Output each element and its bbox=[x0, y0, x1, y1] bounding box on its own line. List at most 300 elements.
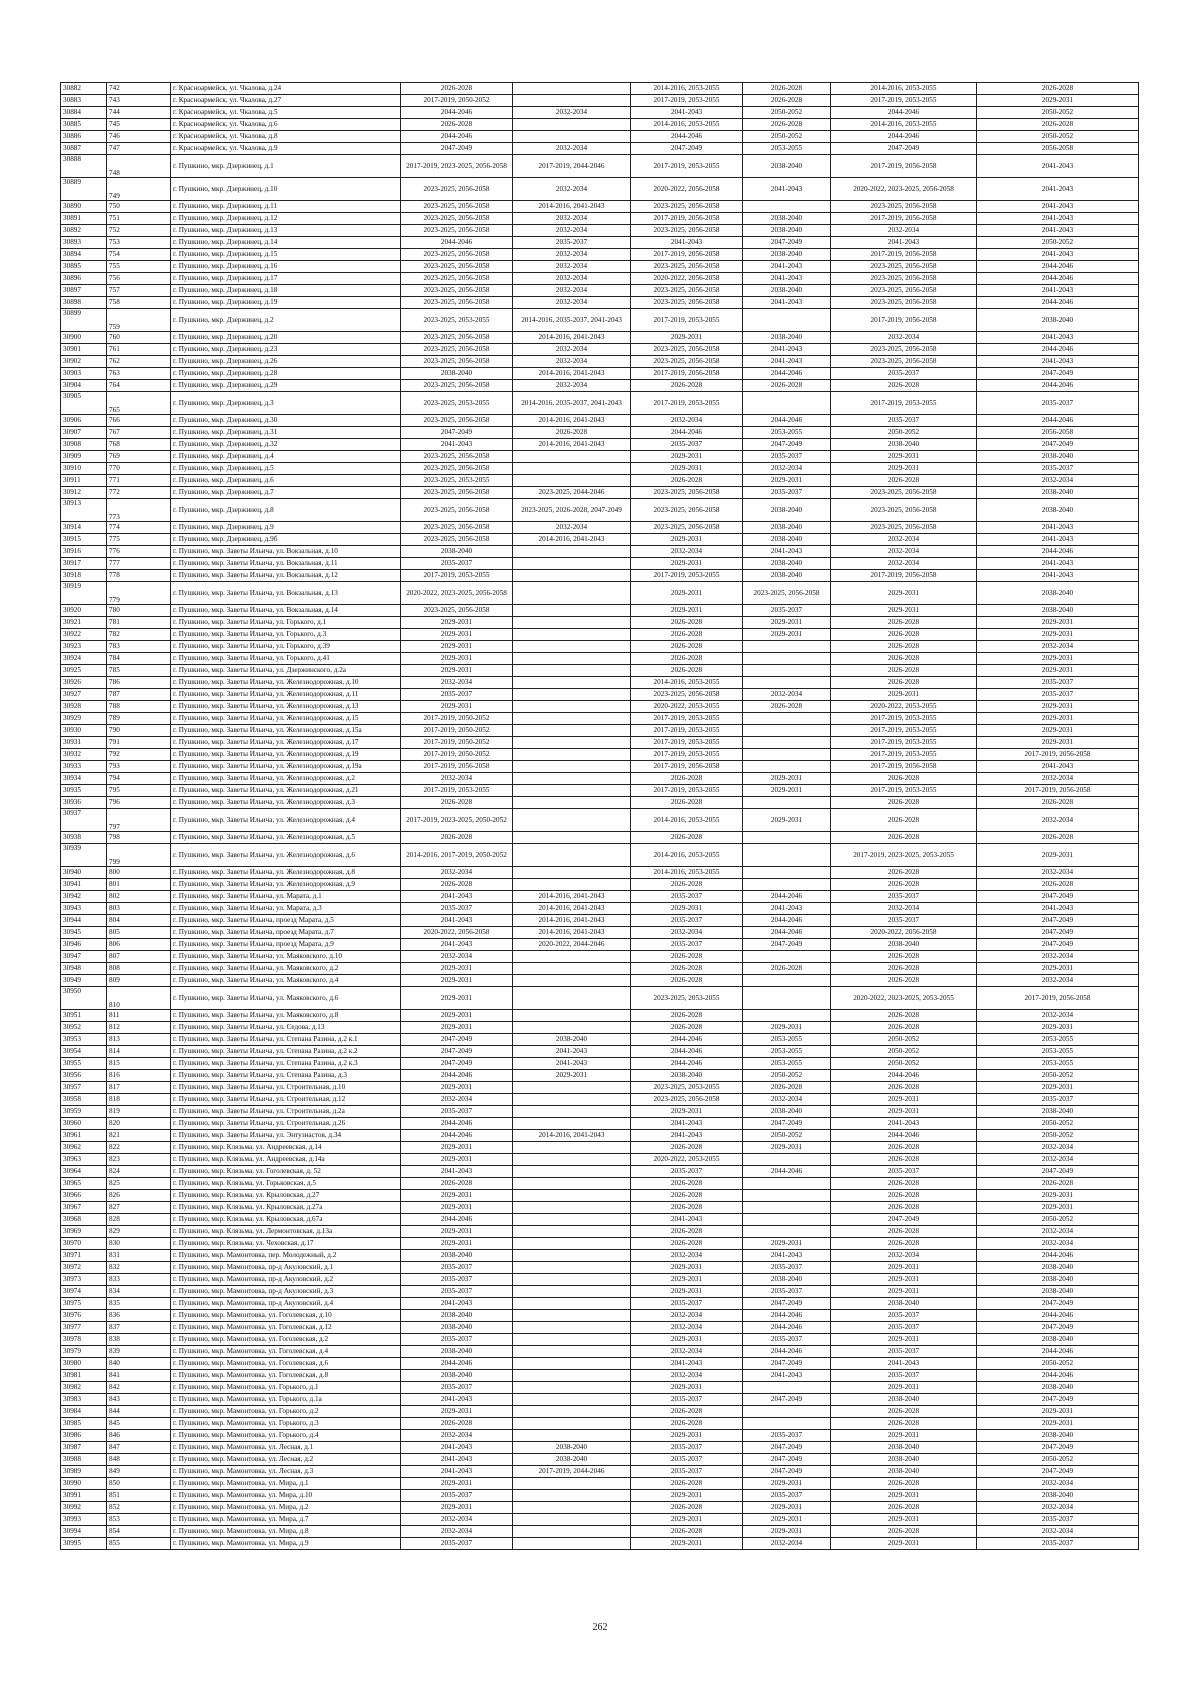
cell-c5: 2029-2031 bbox=[831, 1538, 977, 1550]
cell-c1: 2038-2040 bbox=[401, 1310, 513, 1322]
cell-c4: 2038-2040 bbox=[743, 1106, 831, 1118]
cell-c5: 2026-2028 bbox=[831, 1406, 977, 1418]
cell-c6: 2047-2049 bbox=[977, 927, 1139, 939]
cell-c3: 2041-2043 bbox=[631, 1130, 743, 1142]
cell-c5: 2032-2034 bbox=[831, 546, 977, 558]
cell-n: 821 bbox=[107, 1130, 171, 1142]
cell-c2 bbox=[513, 1226, 631, 1238]
cell-id: 30908 bbox=[61, 439, 107, 451]
cell-c6: 2032-2034 bbox=[977, 1478, 1139, 1490]
table-row bbox=[61, 392, 1139, 415]
cell-c4: 2026-2028 bbox=[743, 701, 831, 713]
cell-c1: 2029-2031 bbox=[401, 629, 513, 641]
cell-c1: 2029-2031 bbox=[401, 975, 513, 987]
cell-addr: г. Пушкино, мкр. Мамонтовка, пер. Молодежный, д.2 bbox=[171, 1250, 401, 1262]
cell-c4: 2047-2049 bbox=[743, 1466, 831, 1478]
cell-c1: 2044-2046 bbox=[401, 131, 513, 143]
cell-c2 bbox=[513, 451, 631, 463]
cell-c5: 2023-2025, 2056-2058 bbox=[831, 487, 977, 499]
cell-c3: 2029-2031 bbox=[631, 1274, 743, 1286]
cell-c3: 2029-2031 bbox=[631, 451, 743, 463]
cell-c2 bbox=[513, 1286, 631, 1298]
cell-id: 30893 bbox=[61, 237, 107, 249]
cell-id: 30949 bbox=[61, 975, 107, 987]
cell-c2 bbox=[513, 1478, 631, 1490]
cell-c4: 2035-2037 bbox=[743, 1334, 831, 1346]
cell-c5: 2029-2031 bbox=[831, 1274, 977, 1286]
cell-c4 bbox=[743, 844, 831, 867]
cell-c2 bbox=[513, 1082, 631, 1094]
cell-c6: 2047-2049 bbox=[977, 368, 1139, 380]
cell-c6: 2032-2034 bbox=[977, 867, 1139, 879]
cell-c1: 2029-2031 bbox=[401, 1010, 513, 1022]
cell-c5: 2050-2052 bbox=[831, 1058, 977, 1070]
cell-c1: 2023-2025, 2056-2058 bbox=[401, 213, 513, 225]
table-row bbox=[61, 546, 1139, 558]
cell-addr: г. Пушкино, мкр. Мамонтовка, ул. Мира, д.10 bbox=[171, 1490, 401, 1502]
cell-c6: 2041-2043 bbox=[977, 225, 1139, 237]
cell-addr: г. Красноармейск, ул. Чкалова, д.9 bbox=[171, 143, 401, 155]
cell-c1: 2017-2019, 2023-2025, 2050-2052 bbox=[401, 809, 513, 832]
cell-c4: 2038-2040 bbox=[743, 558, 831, 570]
cell-id: 30904 bbox=[61, 380, 107, 392]
cell-n: 783 bbox=[107, 641, 171, 653]
cell-c6: 2050-2052 bbox=[977, 1130, 1139, 1142]
cell-c4: 2041-2043 bbox=[743, 903, 831, 915]
cell-c6: 2044-2046 bbox=[977, 1346, 1139, 1358]
cell-c3: 2023-2025, 2056-2058 bbox=[631, 356, 743, 368]
cell-n: 822 bbox=[107, 1142, 171, 1154]
cell-id: 30885 bbox=[61, 119, 107, 131]
cell-c5: 2023-2025, 2056-2058 bbox=[831, 522, 977, 534]
cell-id: 30894 bbox=[61, 249, 107, 261]
cell-c4: 2038-2040 bbox=[743, 332, 831, 344]
table-row bbox=[61, 534, 1139, 546]
cell-c5: 2029-2031 bbox=[831, 1514, 977, 1526]
cell-c4: 2044-2046 bbox=[743, 1322, 831, 1334]
cell-c1: 2029-2031 bbox=[401, 1406, 513, 1418]
cell-n: 837 bbox=[107, 1322, 171, 1334]
cell-c3: 2041-2043 bbox=[631, 1214, 743, 1226]
table-row bbox=[61, 677, 1139, 689]
cell-n: 799 bbox=[107, 844, 171, 867]
cell-c3: 2035-2037 bbox=[631, 915, 743, 927]
cell-c5: 2026-2028 bbox=[831, 475, 977, 487]
table-row bbox=[61, 785, 1139, 797]
cell-addr: г. Пушкино, мкр. Дзержинец, д.8 bbox=[171, 499, 401, 522]
table-row bbox=[61, 1010, 1139, 1022]
cell-id: 30966 bbox=[61, 1190, 107, 1202]
cell-c6: 2032-2034 bbox=[977, 975, 1139, 987]
cell-n: 796 bbox=[107, 797, 171, 809]
cell-id: 30942 bbox=[61, 891, 107, 903]
cell-c4: 2029-2031 bbox=[743, 475, 831, 487]
cell-addr: г. Пушкино, мкр. Заветы Ильича, ул. Железнодорожная, д.9 bbox=[171, 879, 401, 891]
cell-id: 30925 bbox=[61, 665, 107, 677]
cell-c4: 2044-2046 bbox=[743, 415, 831, 427]
cell-c1: 2038-2040 bbox=[401, 1346, 513, 1358]
cell-c5: 2014-2016, 2053-2055 bbox=[831, 83, 977, 95]
cell-c2 bbox=[513, 725, 631, 737]
cell-n: 851 bbox=[107, 1490, 171, 1502]
cell-id: 30916 bbox=[61, 546, 107, 558]
cell-addr: г. Пушкино, мкр. Дзержинец, д.6 bbox=[171, 475, 401, 487]
cell-id: 30932 bbox=[61, 749, 107, 761]
cell-addr: г. Пушкино, мкр. Клязьма, ул. Андреевская, д.14а bbox=[171, 1154, 401, 1166]
cell-c1: 2035-2037 bbox=[401, 1106, 513, 1118]
cell-c5: 2026-2028 bbox=[831, 951, 977, 963]
cell-addr: г. Пушкино, мкр. Заветы Ильича, ул. Маяковского, д.4 bbox=[171, 975, 401, 987]
cell-c4 bbox=[743, 975, 831, 987]
cell-id: 30917 bbox=[61, 558, 107, 570]
table-row bbox=[61, 1214, 1139, 1226]
cell-c4: 2023-2025, 2056-2058 bbox=[743, 582, 831, 605]
cell-c3: 2035-2037 bbox=[631, 1394, 743, 1406]
cell-addr: г. Пушкино, мкр. Дзержинец, д.1 bbox=[171, 155, 401, 178]
cell-c6: 2041-2043 bbox=[977, 178, 1139, 201]
table-row bbox=[61, 1346, 1139, 1358]
cell-c5: 2029-2031 bbox=[831, 1286, 977, 1298]
cell-id: 30945 bbox=[61, 927, 107, 939]
cell-c3: 2026-2028 bbox=[631, 475, 743, 487]
cell-n: 798 bbox=[107, 832, 171, 844]
cell-c5: 2026-2028 bbox=[831, 1238, 977, 1250]
cell-n: 817 bbox=[107, 1082, 171, 1094]
cell-c2 bbox=[513, 1538, 631, 1550]
cell-c5: 2026-2028 bbox=[831, 1190, 977, 1202]
cell-c2 bbox=[513, 761, 631, 773]
table-row bbox=[61, 1226, 1139, 1238]
cell-c3: 2014-2016, 2053-2055 bbox=[631, 119, 743, 131]
cell-c2 bbox=[513, 617, 631, 629]
cell-c1: 2029-2031 bbox=[401, 617, 513, 629]
cell-c6: 2041-2043 bbox=[977, 903, 1139, 915]
table-row bbox=[61, 1070, 1139, 1082]
cell-addr: г. Пушкино, мкр. Дзержинец, д.31 bbox=[171, 427, 401, 439]
cell-c4: 2044-2046 bbox=[743, 1346, 831, 1358]
table-row bbox=[61, 1430, 1139, 1442]
cell-c2 bbox=[513, 546, 631, 558]
table-row bbox=[61, 297, 1139, 309]
table-row bbox=[61, 332, 1139, 344]
cell-c6: 2050-2052 bbox=[977, 1358, 1139, 1370]
cell-c6: 2032-2034 bbox=[977, 1154, 1139, 1166]
cell-n: 780 bbox=[107, 605, 171, 617]
cell-n: 795 bbox=[107, 785, 171, 797]
table-row bbox=[61, 641, 1139, 653]
cell-c4 bbox=[743, 1406, 831, 1418]
cell-c5: 2029-2031 bbox=[831, 605, 977, 617]
cell-addr: г. Пушкино, мкр. Заветы Ильича, ул. Горького, д.41 bbox=[171, 653, 401, 665]
cell-c4: 2035-2037 bbox=[743, 605, 831, 617]
cell-c6: 2029-2031 bbox=[977, 1202, 1139, 1214]
cell-c6: 2041-2043 bbox=[977, 155, 1139, 178]
cell-c3: 2035-2037 bbox=[631, 891, 743, 903]
cell-n: 811 bbox=[107, 1010, 171, 1022]
cell-n: 840 bbox=[107, 1358, 171, 1370]
cell-c4: 2053-2055 bbox=[743, 1034, 831, 1046]
cell-c6: 2035-2037 bbox=[977, 463, 1139, 475]
cell-c5: 2035-2037 bbox=[831, 1370, 977, 1382]
cell-c3: 2029-2031 bbox=[631, 903, 743, 915]
cell-c6: 2038-2040 bbox=[977, 1382, 1139, 1394]
cell-c5: 2017-2019, 2053-2055 bbox=[831, 95, 977, 107]
cell-n: 834 bbox=[107, 1286, 171, 1298]
cell-n: 792 bbox=[107, 749, 171, 761]
cell-c1: 2020-2022, 2023-2025, 2056-2058 bbox=[401, 582, 513, 605]
cell-addr: г. Пушкино, мкр. Мамонтовка, ул. Лесная, д.1 bbox=[171, 1442, 401, 1454]
cell-id: 30989 bbox=[61, 1466, 107, 1478]
cell-addr: г. Пушкино, мкр. Заветы Ильича, проезд Марата, д.7 bbox=[171, 927, 401, 939]
cell-c4: 2047-2049 bbox=[743, 1358, 831, 1370]
cell-id: 30983 bbox=[61, 1394, 107, 1406]
cell-c5: 2032-2034 bbox=[831, 225, 977, 237]
cell-c5: 2017-2019, 2053-2055 bbox=[831, 785, 977, 797]
cell-id: 30953 bbox=[61, 1034, 107, 1046]
cell-n: 843 bbox=[107, 1394, 171, 1406]
table-row bbox=[61, 737, 1139, 749]
cell-n: 784 bbox=[107, 653, 171, 665]
cell-c1: 2035-2037 bbox=[401, 1334, 513, 1346]
cell-addr: г. Пушкино, мкр. Дзержинец, д.11 bbox=[171, 201, 401, 213]
cell-c3: 2029-2031 bbox=[631, 582, 743, 605]
cell-n: 800 bbox=[107, 867, 171, 879]
cell-n: 755 bbox=[107, 261, 171, 273]
cell-c2: 2032-2034 bbox=[513, 273, 631, 285]
cell-c4 bbox=[743, 677, 831, 689]
cell-c2 bbox=[513, 689, 631, 701]
cell-c1: 2023-2025, 2056-2058 bbox=[401, 285, 513, 297]
cell-addr: г. Пушкино, мкр. Клязьма, ул. Крыловская, д.27 bbox=[171, 1190, 401, 1202]
cell-c5: 2026-2028 bbox=[831, 629, 977, 641]
cell-c2: 2023-2025, 2026-2028, 2047-2049 bbox=[513, 499, 631, 522]
cell-c6: 2038-2040 bbox=[977, 1106, 1139, 1118]
cell-c4: 2047-2049 bbox=[743, 1118, 831, 1130]
cell-c5: 2029-2031 bbox=[831, 1382, 977, 1394]
cell-c4: 2044-2046 bbox=[743, 368, 831, 380]
cell-addr: г. Пушкино, мкр. Дзержинец, д.28 bbox=[171, 368, 401, 380]
cell-c4 bbox=[743, 879, 831, 891]
cell-c6: 2047-2049 bbox=[977, 915, 1139, 927]
cell-c2: 2032-2034 bbox=[513, 213, 631, 225]
cell-addr: г. Пушкино, мкр. Мамонтовка, ул. Гоголевская, д.12 bbox=[171, 1322, 401, 1334]
cell-c5: 2029-2031 bbox=[831, 1262, 977, 1274]
cell-c4: 2032-2034 bbox=[743, 1094, 831, 1106]
table-row bbox=[61, 1358, 1139, 1370]
cell-n: 831 bbox=[107, 1250, 171, 1262]
cell-n: 759 bbox=[107, 309, 171, 332]
cell-c6: 2056-2058 bbox=[977, 143, 1139, 155]
cell-n: 773 bbox=[107, 499, 171, 522]
table-row bbox=[61, 1034, 1139, 1046]
cell-c5: 2041-2043 bbox=[831, 1358, 977, 1370]
cell-c6: 2038-2040 bbox=[977, 1430, 1139, 1442]
cell-c3: 2035-2037 bbox=[631, 1454, 743, 1466]
cell-c1: 2035-2037 bbox=[401, 1382, 513, 1394]
cell-c4 bbox=[743, 665, 831, 677]
cell-n: 775 bbox=[107, 534, 171, 546]
table-row bbox=[61, 131, 1139, 143]
cell-c1: 2047-2049 bbox=[401, 1046, 513, 1058]
cell-c6: 2047-2049 bbox=[977, 1466, 1139, 1478]
cell-c5: 2017-2019, 2056-2058 bbox=[831, 249, 977, 261]
cell-c6: 2047-2049 bbox=[977, 1298, 1139, 1310]
cell-c5: 2026-2028 bbox=[831, 677, 977, 689]
cell-c1: 2023-2025, 2056-2058 bbox=[401, 273, 513, 285]
cell-n: 765 bbox=[107, 392, 171, 415]
cell-addr: г. Пушкино, мкр. Мамонтовка, ул. Горького, д.1 bbox=[171, 1382, 401, 1394]
table-row bbox=[61, 725, 1139, 737]
cell-c5: 2026-2028 bbox=[831, 1502, 977, 1514]
cell-c1: 2017-2019, 2050-2052 bbox=[401, 737, 513, 749]
cell-c5: 2041-2043 bbox=[831, 1118, 977, 1130]
cell-c1: 2017-2019, 2050-2052 bbox=[401, 749, 513, 761]
cell-c2 bbox=[513, 570, 631, 582]
cell-c4 bbox=[743, 1010, 831, 1022]
cell-c6: 2038-2040 bbox=[977, 309, 1139, 332]
cell-c6: 2038-2040 bbox=[977, 1334, 1139, 1346]
cell-n: 751 bbox=[107, 213, 171, 225]
cell-c6: 2026-2028 bbox=[977, 83, 1139, 95]
cell-n: 757 bbox=[107, 285, 171, 297]
cell-c1: 2029-2031 bbox=[401, 1022, 513, 1034]
table-row bbox=[61, 951, 1139, 963]
cell-c2: 2032-2034 bbox=[513, 522, 631, 534]
cell-addr: г. Пушкино, мкр. Заветы Ильича, ул. Степана Разина, д.2 к.3 bbox=[171, 1058, 401, 1070]
cell-c4: 2053-2055 bbox=[743, 1058, 831, 1070]
cell-c6: 2029-2031 bbox=[977, 665, 1139, 677]
cell-n: 827 bbox=[107, 1202, 171, 1214]
cell-id: 30954 bbox=[61, 1046, 107, 1058]
cell-c6: 2029-2031 bbox=[977, 725, 1139, 737]
cell-c4: 2050-2052 bbox=[743, 1130, 831, 1142]
cell-c4: 2029-2031 bbox=[743, 1022, 831, 1034]
cell-id: 30991 bbox=[61, 1490, 107, 1502]
cell-c6: 2029-2031 bbox=[977, 617, 1139, 629]
cell-c4: 2032-2034 bbox=[743, 1538, 831, 1550]
cell-c4: 2038-2040 bbox=[743, 285, 831, 297]
cell-id: 30987 bbox=[61, 1442, 107, 1454]
cell-c5: 2032-2034 bbox=[831, 332, 977, 344]
cell-addr: г. Пушкино, мкр. Мамонтовка, пр-д Акуловский, д.1 bbox=[171, 1262, 401, 1274]
cell-id: 30911 bbox=[61, 475, 107, 487]
cell-id: 30943 bbox=[61, 903, 107, 915]
cell-addr: г. Пушкино, мкр. Дзержинец, д.32 bbox=[171, 439, 401, 451]
table-row bbox=[61, 487, 1139, 499]
cell-addr: г. Пушкино, мкр. Заветы Ильича, ул. Горького, д.39 bbox=[171, 641, 401, 653]
cell-c5: 2026-2028 bbox=[831, 1022, 977, 1034]
cell-c4: 2041-2043 bbox=[743, 261, 831, 273]
cell-c4 bbox=[743, 713, 831, 725]
cell-n: 742 bbox=[107, 83, 171, 95]
cell-id: 30995 bbox=[61, 1538, 107, 1550]
cell-c5: 2038-2040 bbox=[831, 1394, 977, 1406]
table-row bbox=[61, 1322, 1139, 1334]
cell-c6: 2041-2043 bbox=[977, 761, 1139, 773]
cell-c4: 2035-2037 bbox=[743, 451, 831, 463]
cell-c2: 2041-2043 bbox=[513, 1058, 631, 1070]
cell-c4 bbox=[743, 867, 831, 879]
cell-c5: 2026-2028 bbox=[831, 1226, 977, 1238]
cell-c2 bbox=[513, 1418, 631, 1430]
cell-addr: г. Пушкино, мкр. Заветы Ильича, ул. Железнодорожная, д.10 bbox=[171, 677, 401, 689]
cell-c4: 2035-2037 bbox=[743, 1430, 831, 1442]
cell-c5: 2035-2037 bbox=[831, 1166, 977, 1178]
table-row bbox=[61, 832, 1139, 844]
cell-addr: г. Пушкино, мкр. Заветы Ильича, ул. Строительная, д.10 bbox=[171, 1082, 401, 1094]
cell-n: 852 bbox=[107, 1502, 171, 1514]
cell-c3: 2032-2034 bbox=[631, 1250, 743, 1262]
cell-c1: 2029-2031 bbox=[401, 1082, 513, 1094]
cell-c3: 2032-2034 bbox=[631, 415, 743, 427]
cell-c5: 2035-2037 bbox=[831, 415, 977, 427]
cell-c4 bbox=[743, 761, 831, 773]
cell-c3: 2017-2019, 2053-2055 bbox=[631, 155, 743, 178]
cell-addr: г. Пушкино, мкр. Клязьма, ул. Лермонтовская, д.13а bbox=[171, 1226, 401, 1238]
cell-c3: 2029-2031 bbox=[631, 558, 743, 570]
cell-c3: 2020-2022, 2053-2055 bbox=[631, 701, 743, 713]
cell-c6: 2041-2043 bbox=[977, 534, 1139, 546]
cell-c1: 2017-2019, 2023-2025, 2056-2058 bbox=[401, 155, 513, 178]
cell-c5: 2026-2028 bbox=[831, 1478, 977, 1490]
cell-c1: 2029-2031 bbox=[401, 1226, 513, 1238]
cell-c2 bbox=[513, 475, 631, 487]
cell-c6: 2017-2019, 2056-2058 bbox=[977, 785, 1139, 797]
table-row bbox=[61, 903, 1139, 915]
cell-id: 30980 bbox=[61, 1358, 107, 1370]
cell-c2 bbox=[513, 809, 631, 832]
cell-c3: 2029-2031 bbox=[631, 1382, 743, 1394]
cell-c1: 2029-2031 bbox=[401, 1478, 513, 1490]
cell-c2 bbox=[513, 131, 631, 143]
cell-n: 763 bbox=[107, 368, 171, 380]
cell-id: 30984 bbox=[61, 1406, 107, 1418]
cell-addr: г. Красноармейск, ул. Чкалова, д.24 bbox=[171, 83, 401, 95]
cell-c4 bbox=[743, 1214, 831, 1226]
cell-c3: 2026-2028 bbox=[631, 1010, 743, 1022]
cell-c2: 2038-2040 bbox=[513, 1454, 631, 1466]
cell-c4: 2041-2043 bbox=[743, 178, 831, 201]
cell-c5: 2026-2028 bbox=[831, 1142, 977, 1154]
cell-addr: г. Пушкино, мкр. Заветы Ильича, ул. Маяковского, д.10 bbox=[171, 951, 401, 963]
cell-c5: 2029-2031 bbox=[831, 1334, 977, 1346]
cell-c1: 2026-2028 bbox=[401, 879, 513, 891]
cell-c3: 2014-2016, 2053-2055 bbox=[631, 677, 743, 689]
cell-c6: 2029-2031 bbox=[977, 1022, 1139, 1034]
cell-n: 770 bbox=[107, 463, 171, 475]
cell-c3: 2026-2028 bbox=[631, 832, 743, 844]
cell-c5: 2038-2040 bbox=[831, 1466, 977, 1478]
cell-c6: 2050-2052 bbox=[977, 1070, 1139, 1082]
cell-addr: г. Пушкино, мкр. Заветы Ильича, ул. Железнодорожная, д.3 bbox=[171, 797, 401, 809]
cell-id: 30956 bbox=[61, 1070, 107, 1082]
cell-c1: 2017-2019, 2050-2052 bbox=[401, 725, 513, 737]
cell-c1: 2017-2019, 2053-2055 bbox=[401, 785, 513, 797]
cell-addr: г. Красноармейск, ул. Чкалова, д.8 bbox=[171, 131, 401, 143]
cell-c3: 2023-2025, 2056-2058 bbox=[631, 201, 743, 213]
cell-c3: 2029-2031 bbox=[631, 332, 743, 344]
cell-c3: 2047-2049 bbox=[631, 143, 743, 155]
cell-c2 bbox=[513, 1298, 631, 1310]
cell-id: 30978 bbox=[61, 1334, 107, 1346]
table-row bbox=[61, 249, 1139, 261]
cell-c4 bbox=[743, 1178, 831, 1190]
cell-c5: 2050-2052 bbox=[831, 427, 977, 439]
cell-c2 bbox=[513, 605, 631, 617]
table-row bbox=[61, 107, 1139, 119]
cell-c1: 2035-2037 bbox=[401, 558, 513, 570]
cell-c3: 2044-2046 bbox=[631, 427, 743, 439]
